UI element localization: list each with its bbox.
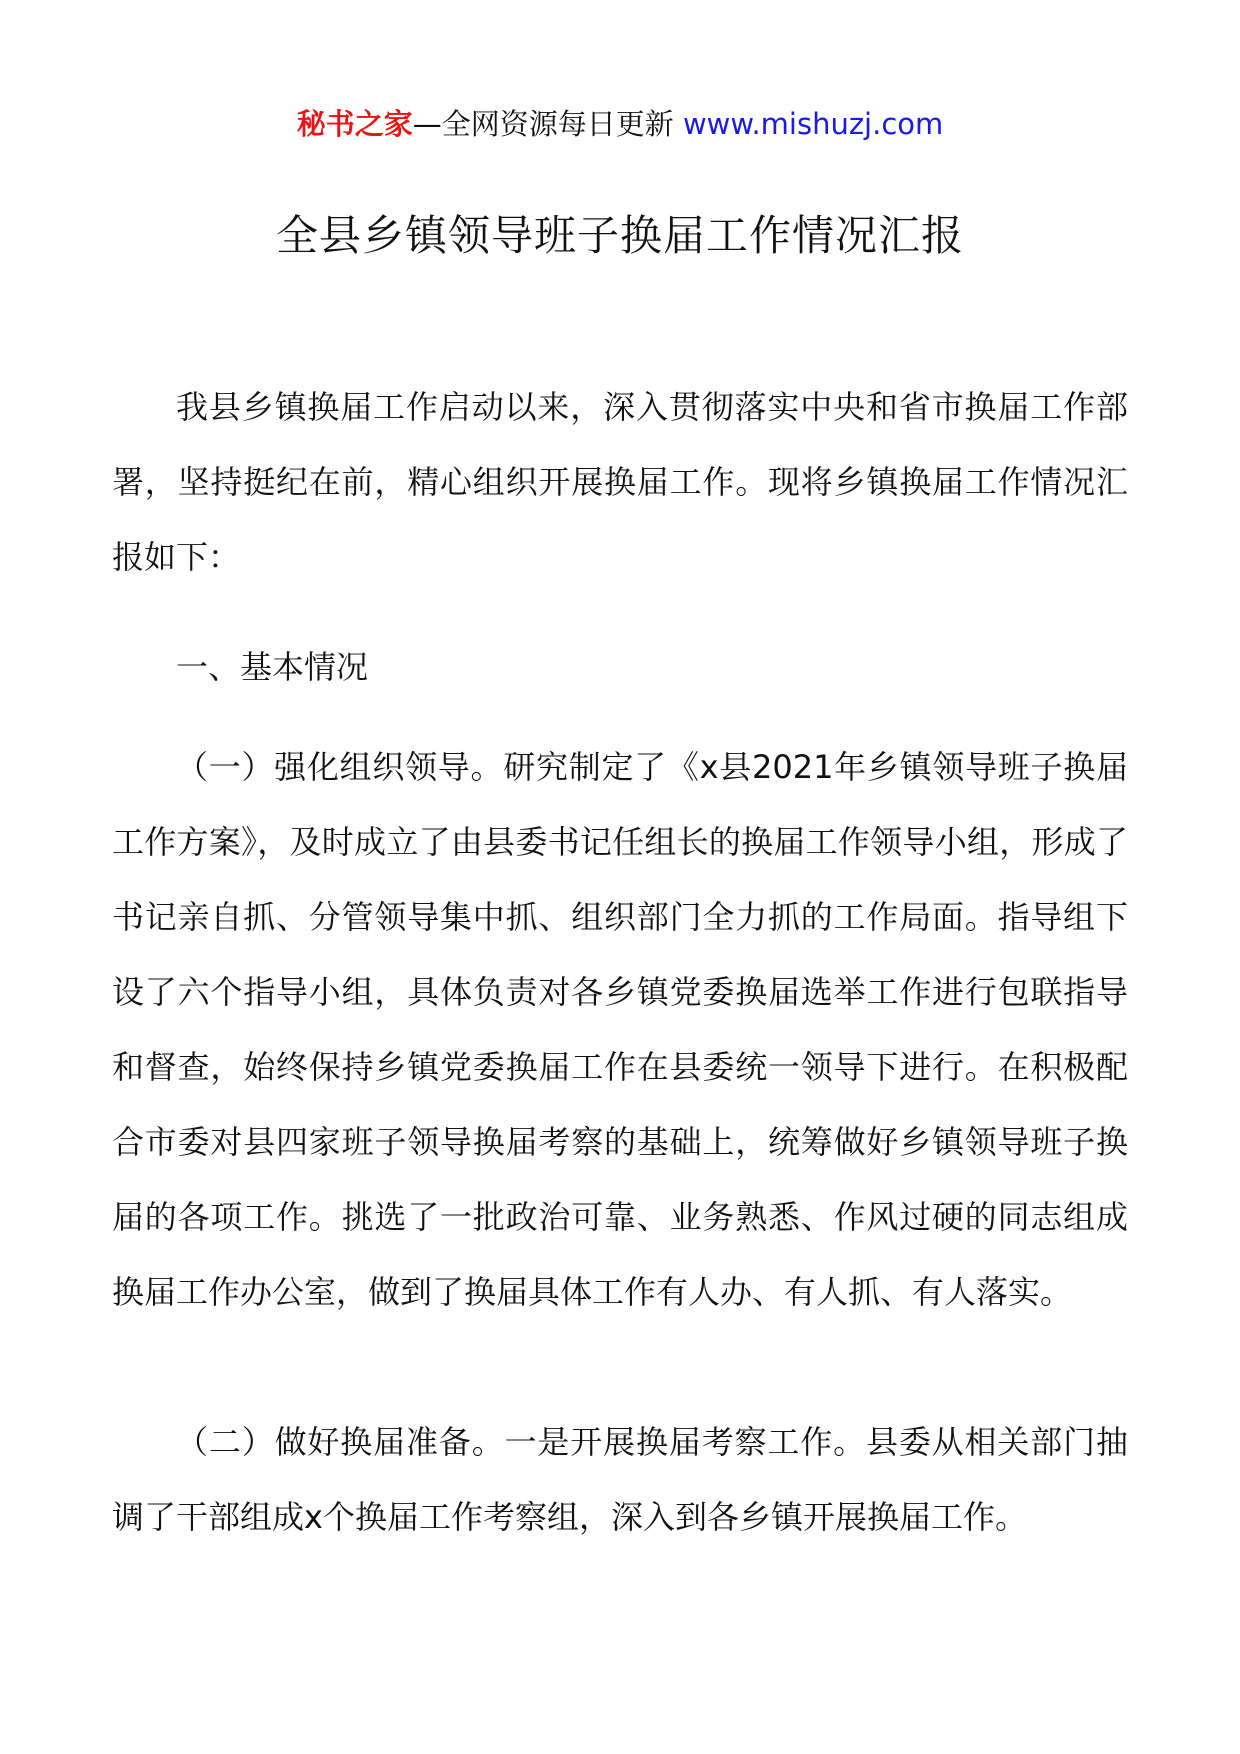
document-title: 全县乡镇领导班子换届工作情况汇报 (275, 211, 964, 260)
brand-slogan: —全网资源每日更新 (412, 107, 674, 141)
section-paragraph-1: （一）强化组织领导。研究制定了《x县2021年乡镇领导班子换届工作方案》，及时成立了由县委书记任组长的换届工作领导小组，形成了书记亲自抓、分管领导集中抓、组织部门全力抓的工作局面。指导组下设了六个指导小组，具体负责对各乡镇党委换届选举工作进行包联指导和督查，始终保持乡镇党委换届工作在县委统一领导下进行。在积极配合市委对县四家班子领导换届考察的基础上，统筹做好乡镇领导班子换届的各项工作。挑选了一批政治可靠、业务熟悉、作风过硬的同志组成换届工作办公室，做到了换届具体工作有人办、有人抓、有人落实。 (112, 748, 1128, 1311)
section-paragraph-2: （二）做好换届准备。一是开展换届考察工作。县委从相关部门抽调了干部组成x个换届工作考察组，深入到各乡镇开展换届工作。 (112, 1423, 1128, 1536)
site-link[interactable]: www.mishuzj.com (682, 107, 944, 141)
brand-name: 秘书之家 (296, 107, 413, 141)
intro-paragraph: 我县乡镇换届工作启动以来，深入贯彻落实中央和省市换届工作部署，坚持挺纪在前，精心组织开展换届工作。现将乡镇换届工作情况汇报如下： (112, 388, 1128, 576)
header-banner (0, 102, 1240, 146)
section-heading: 一、基本情况 (176, 648, 369, 686)
